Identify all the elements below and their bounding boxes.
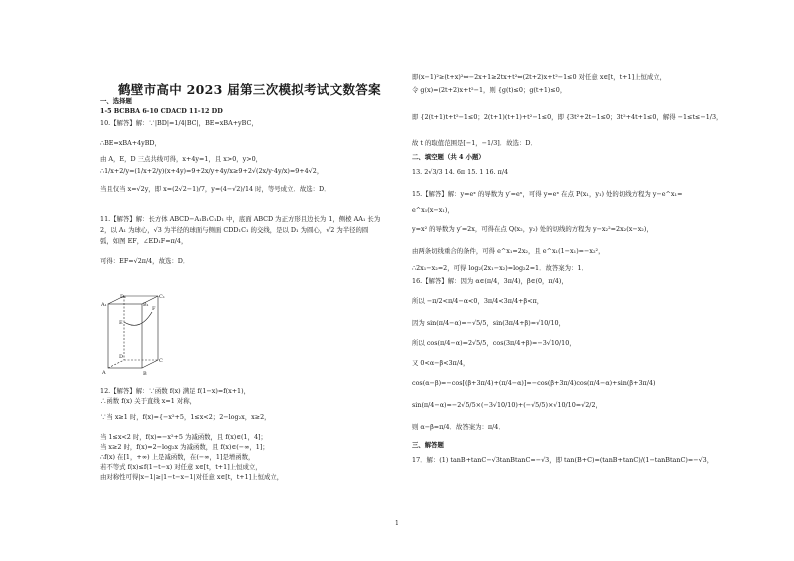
text-line: cos(α−β)=−cos[(β+3π/4)+(π/4−α)]=−cos(β+3π/4)cos(π/4−α)+sin(β+3π/4) — [412, 379, 656, 387]
text-line: 二、填空题（共 4 小题） — [412, 153, 485, 161]
text-line: 若不等式 f(x)≤f(1−t−x) 对任意 x∈[t，t+1]上恒成立， — [100, 463, 262, 471]
text-line: 令 g(x)=(2t+2)x+t²−1，则 {g(t)≤0；g(t+1)≤0， — [412, 86, 567, 94]
label-f: F — [152, 306, 156, 312]
text-line: 可得：EF=√2π/4，故选：D． — [100, 257, 190, 265]
label-b: B — [143, 371, 147, 377]
text-line: e^x₁(x−x₁)， — [412, 206, 454, 214]
text-line: 故 t 的取值范围是[−1，−1/3]．故选：D． — [412, 139, 537, 147]
text-line: 三、解答题 — [412, 441, 444, 449]
text-line: 当 x≥2 时，f(x)=2−log₂x 为减函数，且 f(x)∈(−∞，1]； — [100, 443, 269, 451]
label-d1: D₁ — [120, 294, 127, 300]
text-line: 即 {2(t+1)t+t²−1≤0；2(t+1)(t+1)+t²−1≤0，即 {3t²+2t−1≤0；3t²+4t+1≤0，解得 −1≤t≤−1/3， — [412, 113, 723, 121]
text-line: 13. 2√3/3 14. 6π 15. 1 16. π/4 — [412, 168, 509, 176]
text-line: 15.【解答】解：y=eˣ 的导数为 y′=eˣ，可得 y=eˣ 在点 P(x₁，y₁) 处的切线方程为 y−e^x₁= — [412, 190, 683, 198]
text-line: 11.【解答】解：长方体 ABCD−A₁B₁C₁D₁ 中，底面 ABCD 为正方形且边长为 1，侧棱 AA₁ 长为 — [100, 215, 381, 223]
text-line: 16.【解答】解：因为 α∈(π/4，3π/4)，β∈(0，π/4)， — [412, 277, 568, 285]
text-line: ∴BE=xBA+4yBD， — [100, 139, 161, 147]
cuboid-figure — [100, 292, 170, 380]
label-b1: B₁ — [143, 302, 149, 308]
text-line: 2，以 A₁ 为球心，√3 为半径的球面与侧面 CDD₁C₁ 的交线，是以 D₁ 为圆心，√2 为半径的圆 — [100, 226, 369, 234]
label-e: E — [119, 320, 123, 326]
label-a1: A₁ — [101, 302, 107, 308]
label-a: A — [102, 370, 106, 376]
text-line: 由 A，E，D 三点共线可得，x+4y=1，且 x>0，y>0， — [100, 155, 263, 163]
text-line: 由对称性可得|x−1|≥|1−t−x−1|对任意 x∈[t，t+1]上恒成立， — [100, 473, 284, 481]
text-line: 所以 −π/2<π/4−α<0，3π/4<3π/4+β<π， — [412, 297, 544, 305]
text-line: 10.【解答】解：∵|BD|=1/4|BC|，BE=xBA+yBC， — [100, 119, 258, 127]
page-number: 1 — [395, 520, 399, 527]
page-title: 鹤壁市高中 2023 届第三次模拟考试文数答案 — [118, 82, 381, 97]
text-line: 由两条切线重合的条件，可得 e^x₁=2x₂，且 e^x₁(1−x₁)=−x₂²， — [412, 247, 605, 255]
text-line: 当 1≤x<2 时，f(x)=−x²+5 为减函数，且 f(x)∈(1，4]； — [100, 433, 267, 441]
text-line: 一、选择题 — [100, 97, 132, 105]
text-line: y=x² 的导数为 y′=2x，可得在点 Q(x₂，y₂) 处的切线的方程为 y−x₂²=2x₂(x−x₂)， — [412, 225, 653, 233]
text-line: ∴1/x+2/y=(1/x+2/y)(x+4y)=9+2x/y+4y/x≥9+2√(2x/y·4y/x)=9+4√2， — [100, 167, 324, 175]
cuboid-edge — [142, 360, 158, 368]
arc-ef — [124, 312, 152, 325]
text-line: sin(π/4−α)=−2√5/5×(−3√10/10)+(−√5/5)×√10/10=√2/2， — [412, 401, 602, 409]
text-line: 17．解：(1) tanB+tanC−√3tanBtanC=−√3，即 tan(B+C)=(tanB+tanC)/(1−tanBtanC)=−√3， — [412, 456, 714, 464]
text-line: ∴f(x) 在[1，+∞) 上是减函数，在(−∞，1]是增函数， — [100, 453, 255, 461]
text-line: 当且仅当 x=√2y，即 x=(2√2−1)/7，y=(4−√2)/14 时，等号成立．故选：D． — [100, 185, 331, 193]
label-c1: C₁ — [159, 294, 165, 300]
text-line: 因为 sin(π/4−α)=−√5/5，sin(3π/4+β)=√10/10， — [412, 319, 565, 327]
text-line: 则 α−β=π/4．故答案为：π/4． — [412, 423, 505, 431]
text-line: ∴2x₁−x₂=2，可得 log₂(2x₁−x₂)=log₂2=1．故答案为：1． — [412, 264, 588, 272]
text-line: 12.【解答】解：∵函数 f(x) 满足 f(1−x)=f(x+1)， — [100, 387, 251, 395]
text-line: 1-5 BCBBA 6-10 CDACD 11-12 DD — [100, 107, 223, 115]
text-line: 所以 cos(π/4−α)=2√5/5，cos(3π/4+β)=−3√10/10， — [412, 339, 576, 347]
text-line: 又 0<α−β<3π/4， — [412, 359, 470, 367]
cuboid-hidden-edge — [108, 360, 124, 368]
label-d: D — [119, 354, 124, 360]
label-c: C — [159, 358, 163, 364]
text-line: 弧，如图 EF，∠ED₁F=π/4， — [100, 237, 188, 245]
text-line: ∴函数 f(x) 关于直线 x=1 对称， — [100, 397, 197, 405]
cuboid-front-face — [108, 304, 142, 368]
text-line: 即(x−1)²≥(t+x)²⇔−2x+1≥2tx+t²⇔(2t+2)x+t²−1≤0 对任意 x∈[t，t+1]上恒成立， — [412, 73, 667, 81]
text-line: ∵当 x≥1 时，f(x)={−x²+5，1≤x<2；2−log₂x，x≥2， — [100, 413, 271, 421]
